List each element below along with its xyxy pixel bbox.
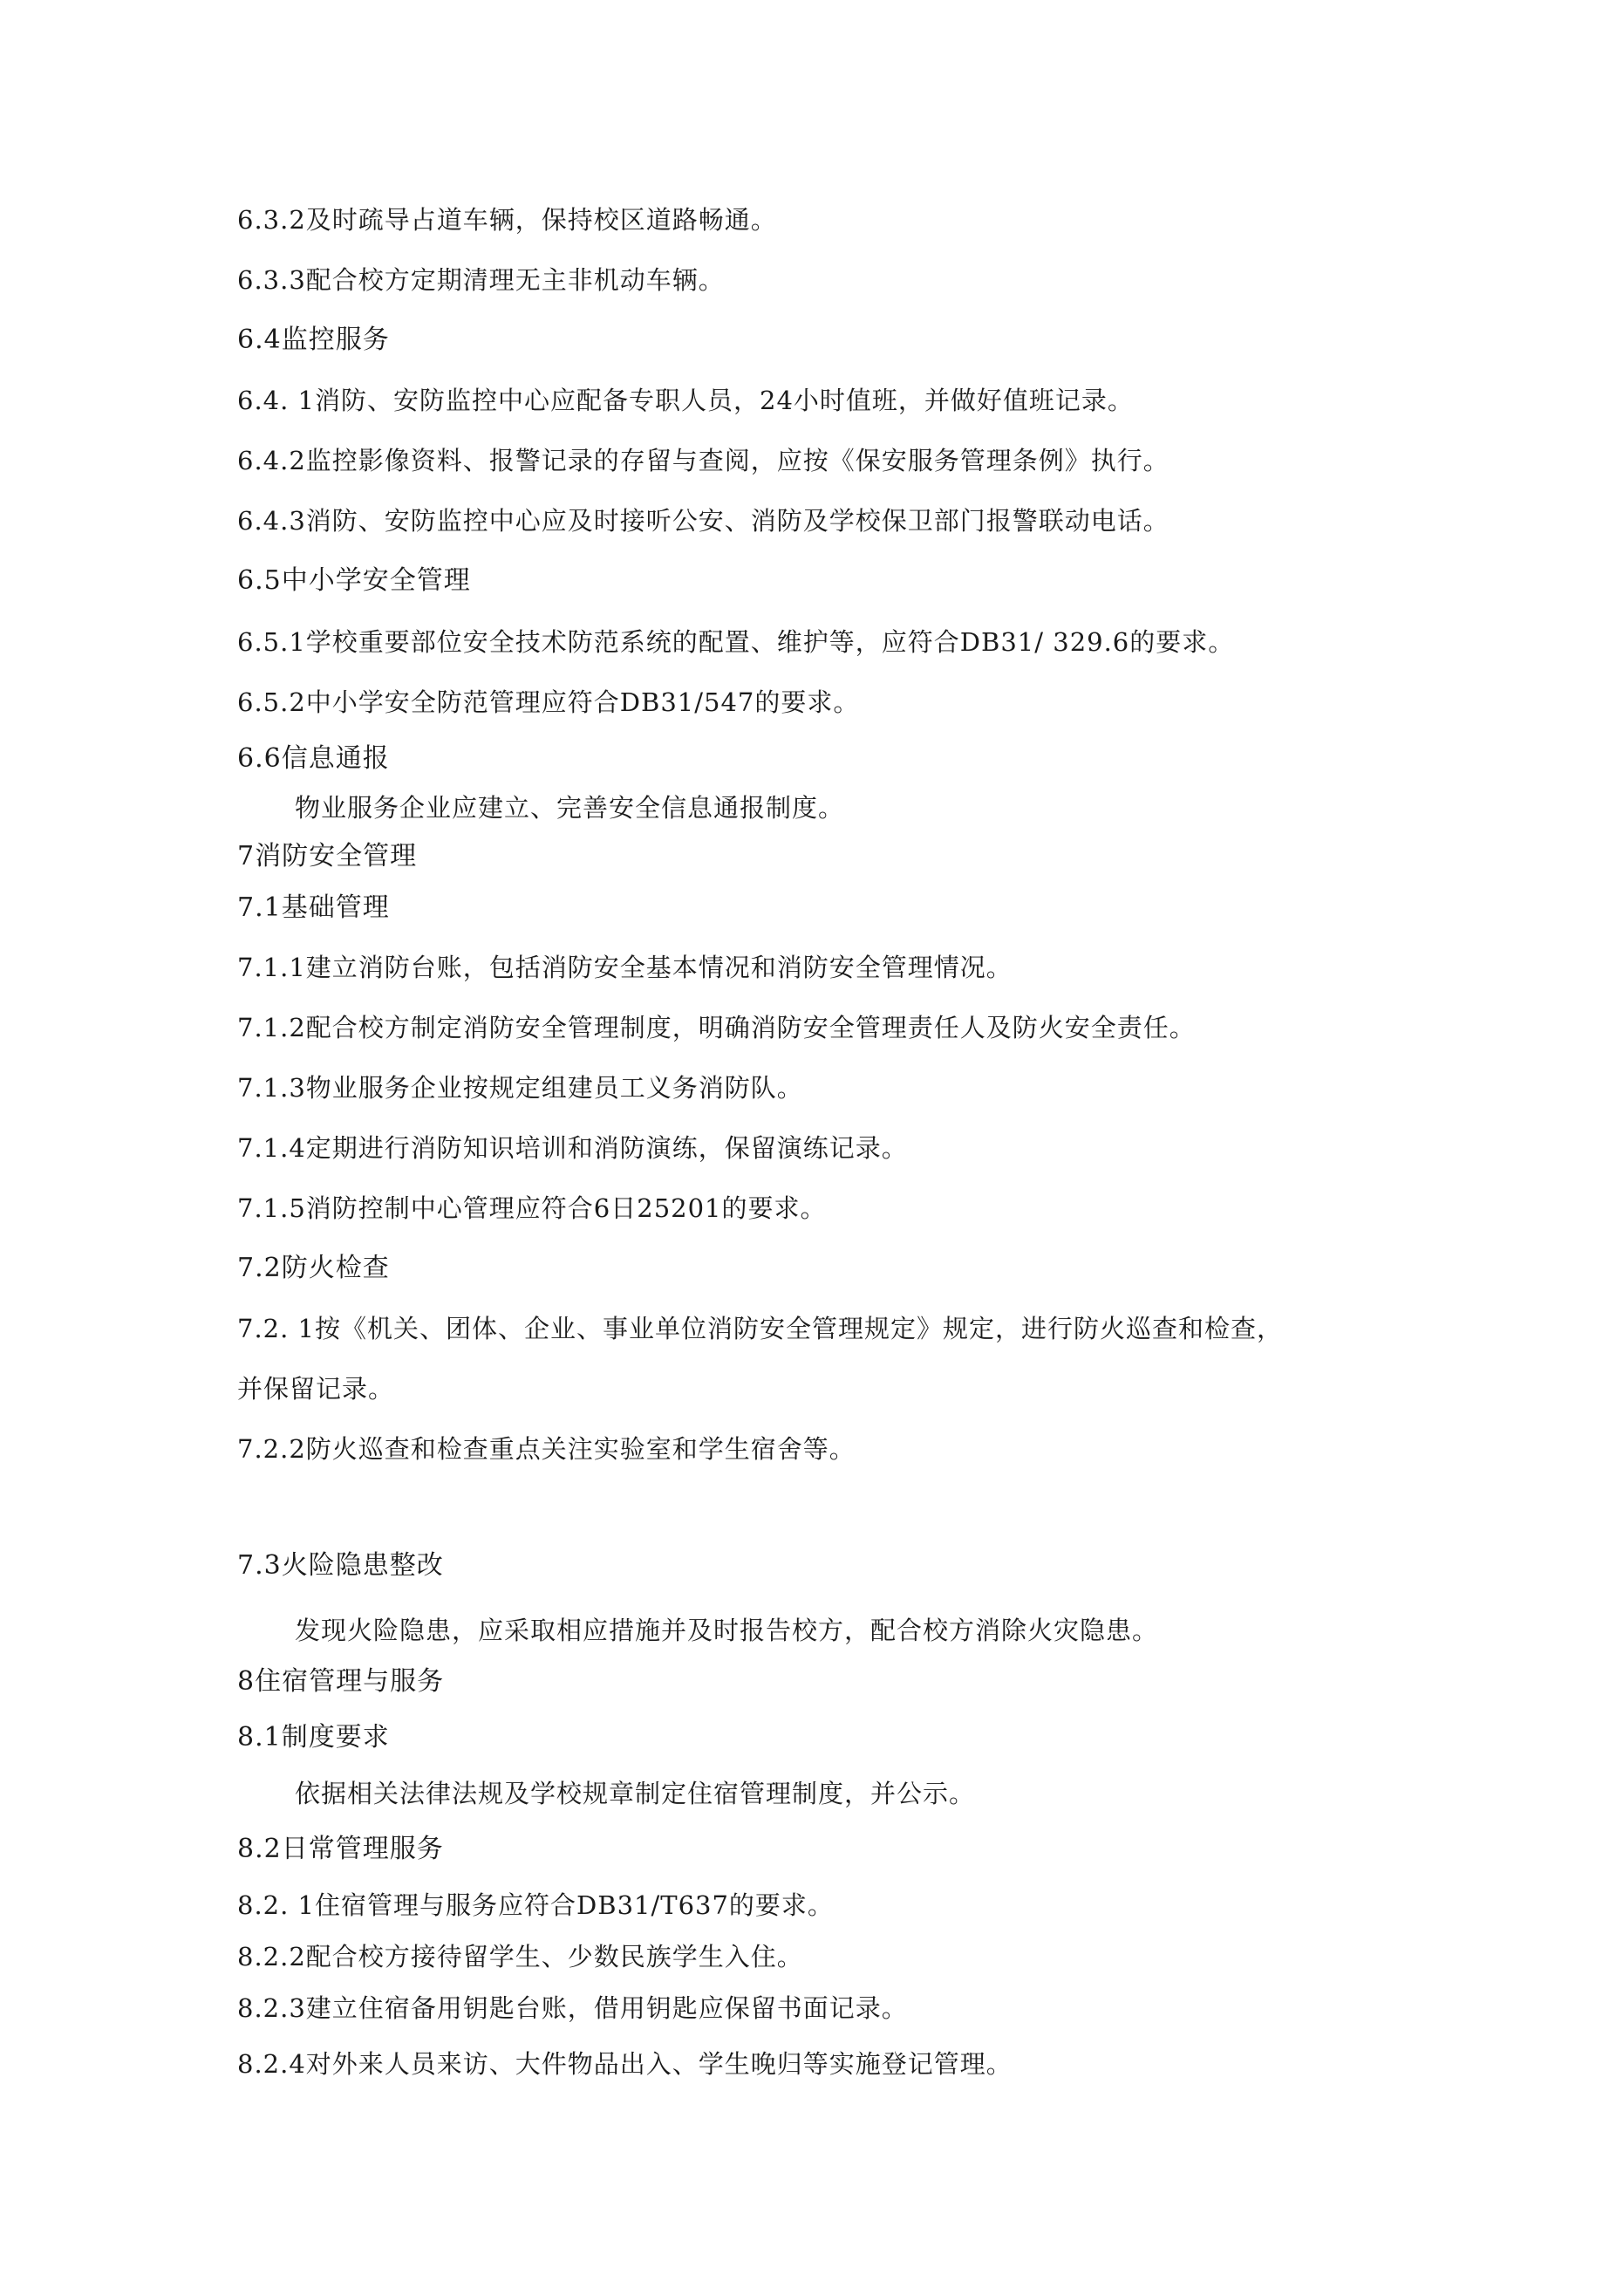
clause-8-2-3: 8.2.3建立住宿备用钥匙台账，借用钥匙应保留书面记录。	[237, 1993, 908, 2023]
section-heading-8-1: 8.1制度要求	[237, 1722, 390, 1753]
chapter-heading-8: 8住宿管理与服务	[237, 1666, 445, 1697]
clause-6-4-1: 6.4. 1消防、安防监控中心应配备专职人员，24小时值班，并做好值班记录。	[237, 386, 1134, 415]
paragraph-8-1: 依据相关法律法规及学校规章制定住宿管理制度，并公示。	[295, 1779, 976, 1808]
clause-8-2-4: 8.2.4对外来人员来访、大件物品出入、学生晚归等实施登记管理。	[237, 2049, 1013, 2079]
clause-7-2-1: 7.2. 1按《机关、团体、企业、事业单位消防安全管理规定》规定，进行防火巡查和检查，	[237, 1314, 1284, 1343]
clause-6-3-3: 6.3.3配合校方定期清理无主非机动车辆。	[237, 265, 725, 295]
section-heading-7-3: 7.3火险隐患整改	[237, 1550, 444, 1581]
clause-7-1-2: 7.1.2配合校方制定消防安全管理制度，明确消防安全管理责任人及防火安全责任。	[237, 1013, 1196, 1042]
section-heading-8-2: 8.2日常管理服务	[237, 1834, 444, 1864]
clause-6-5-1: 6.5.1学校重要部位安全技术防范系统的配置、维护等，应符合DB31/ 329.6的要求。	[237, 627, 1235, 657]
clause-6-4-3: 6.4.3消防、安防监控中心应及时接听公安、消防及学校保卫部门报警联动电话。	[237, 506, 1170, 536]
clause-8-2-1: 8.2. 1住宿管理与服务应符合DB31/T637的要求。	[237, 1890, 834, 1920]
clause-7-1-3: 7.1.3物业服务企业按规定组建员工义务消防队。	[237, 1073, 803, 1103]
clause-8-2-2: 8.2.2配合校方接待留学生、少数民族学生入住。	[237, 1942, 803, 1971]
clause-7-1-1: 7.1.1建立消防台账，包括消防安全基本情况和消防安全管理情况。	[237, 953, 1013, 982]
clause-7-2-1-continued: 并保留记录。	[237, 1374, 395, 1404]
section-heading-7-1: 7.1基础管理	[237, 892, 390, 923]
clause-7-2-2: 7.2.2防火巡查和检查重点关注实验室和学生宿舍等。	[237, 1434, 856, 1464]
section-heading-6-6: 6.6信息通报	[237, 743, 390, 774]
section-heading-6-4: 6.4监控服务	[237, 325, 390, 355]
paragraph-7-3: 发现火险隐患，应采取相应措施并及时报告校方，配合校方消除火灾隐患。	[295, 1616, 1159, 1645]
section-heading-6-5: 6.5中小学安全管理	[237, 565, 471, 596]
chapter-heading-7: 7消防安全管理	[237, 841, 418, 871]
clause-7-1-4: 7.1.4定期进行消防知识培训和消防演练，保留演练记录。	[237, 1133, 908, 1163]
clause-6-3-2: 6.3.2及时疏导占道车辆，保持校区道路畅通。	[237, 205, 777, 235]
clause-7-1-5: 7.1.5消防控制中心管理应符合6日25201的要求。	[237, 1193, 827, 1223]
clause-6-4-2: 6.4.2监控影像资料、报警记录的存留与查阅，应按《保安服务管理条例》执行。	[237, 446, 1170, 475]
section-heading-7-2: 7.2防火检查	[237, 1253, 390, 1283]
paragraph-6-6: 物业服务企业应建立、完善安全信息通报制度。	[295, 793, 845, 823]
clause-6-5-2: 6.5.2中小学安全防范管理应符合DB31/547的要求。	[237, 687, 860, 717]
